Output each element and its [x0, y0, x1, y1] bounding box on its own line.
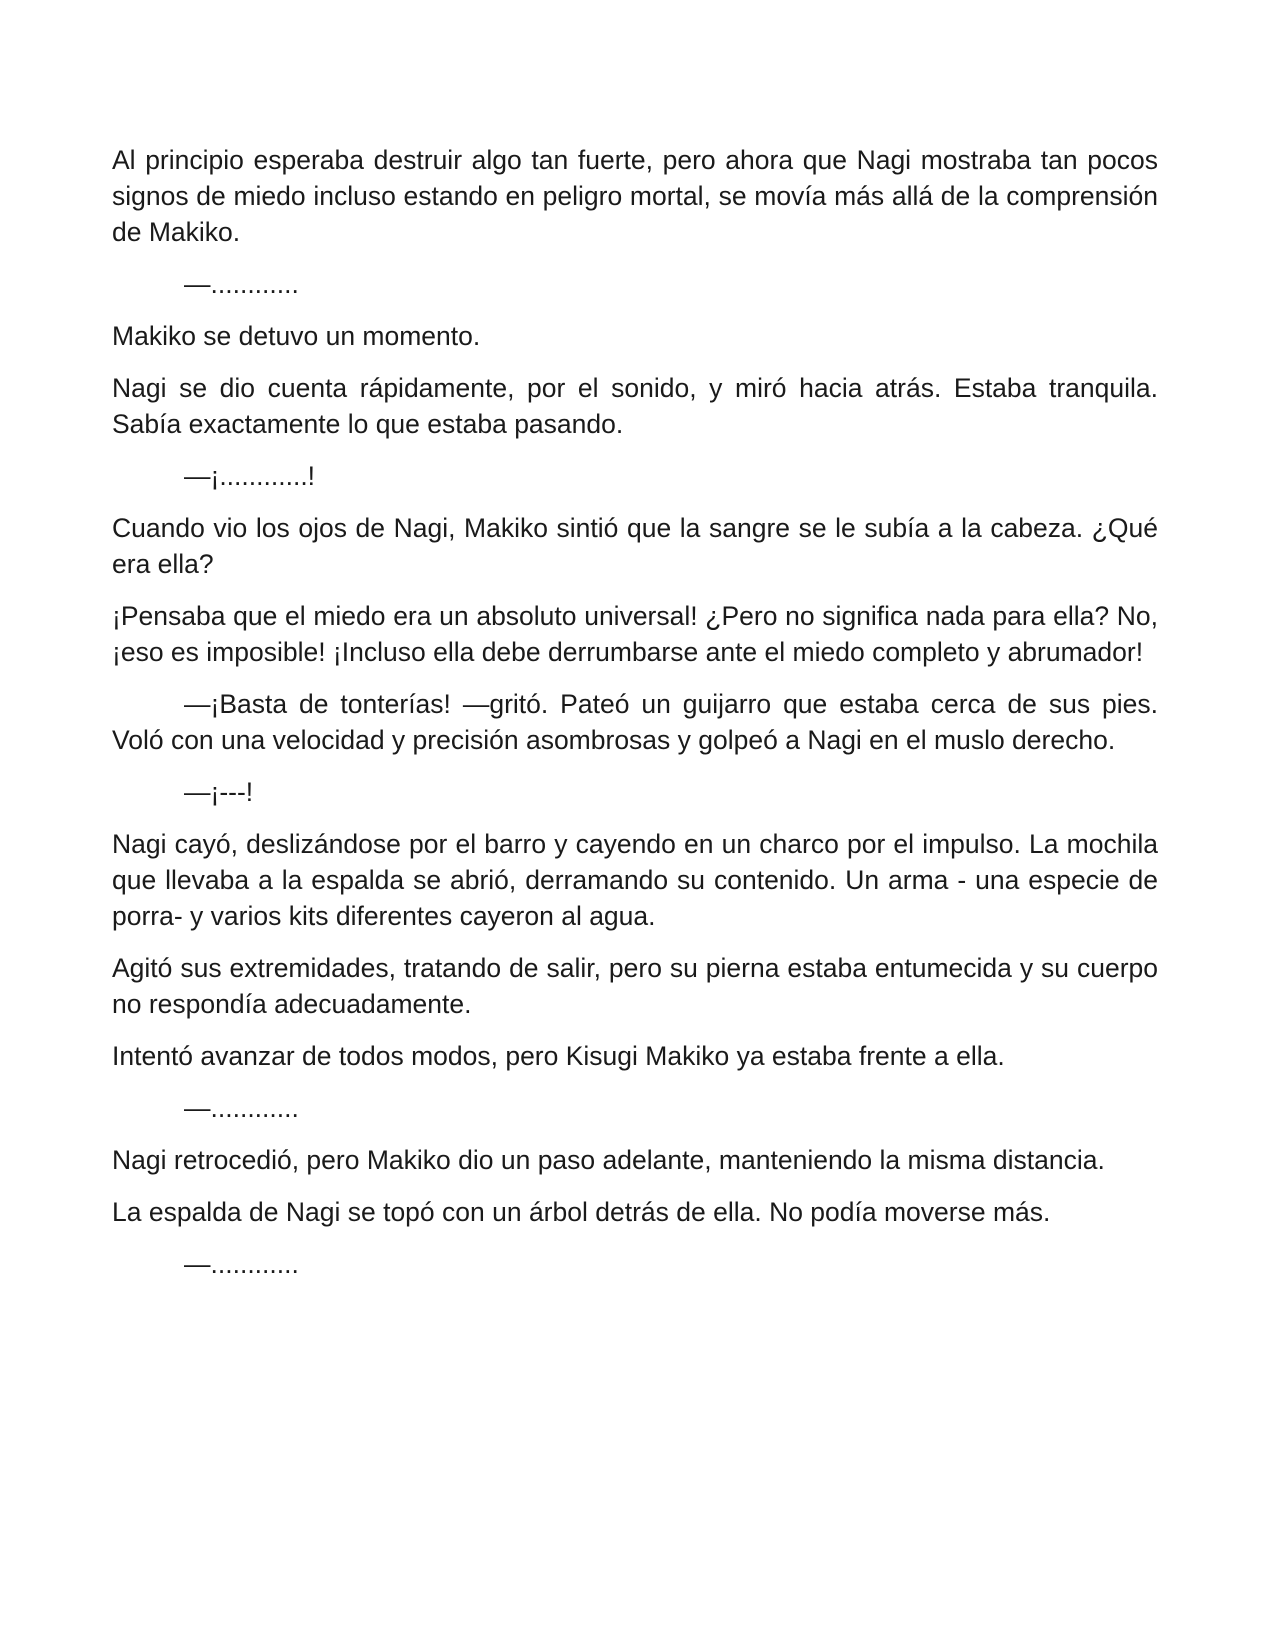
- paragraph-7: ¡Pensaba que el miedo era un absoluto universal! ¿Pero no significa nada para ella? No, ¡eso es imposible! ¡Incluso ella debe derrumbarse ante el miedo completo y abrumador!: [112, 601, 1158, 667]
- paragraph-15: La espalda de Nagi se topó con un árbol detrás de ella. No podía moverse más.: [112, 1197, 1051, 1227]
- dialogue-exclamation-2: —¡---!: [184, 777, 254, 807]
- dialogue-exclamation-1: —¡............!: [184, 461, 316, 491]
- paragraph-1: Al principio esperaba destruir algo tan fuerte, pero ahora que Nagi mostraba tan pocos signos de miedo incluso estando en peligro mortal, se movía más allá de la comprensión de Makiko.: [112, 145, 1158, 247]
- paragraph-10: Nagi cayó, deslizándose por el barro y cayendo en un charco por el impulso. La mochila que llevaba a la espalda se abrió, derramando su contenido. Un arma - una especie de porra- y varios kits diferentes cayeron al agua.: [112, 829, 1158, 931]
- paragraph-12: Intentó avanzar de todos modos, pero Kisugi Makiko ya estaba frente a ella.: [112, 1041, 1005, 1071]
- paragraph-11: Agitó sus extremidades, tratando de salir, pero su pierna estaba entumecida y su cuerpo no respondía adecuadamente.: [112, 953, 1158, 1019]
- dialogue-ellipsis-1: —............: [184, 269, 299, 299]
- paragraph-3: Makiko se detuvo un momento.: [112, 321, 481, 351]
- dialogue-ellipsis-2: —............: [184, 1093, 299, 1123]
- dialogue-basta: —¡Basta de tonterías! —gritó. Pateó un guijarro que estaba cerca de sus pies. Voló con una velocidad y precisión asombrosas y golpeó a Nagi en el muslo derecho.: [112, 689, 1158, 755]
- paragraph-4: Nagi se dio cuenta rápidamente, por el sonido, y miró hacia atrás. Estaba tranquila. Sabía exactamente lo que estaba pasando.: [112, 373, 1158, 439]
- paragraph-6: Cuando vio los ojos de Nagi, Makiko sintió que la sangre se le subía a la cabeza. ¿Qué era ella?: [112, 513, 1158, 579]
- dialogue-ellipsis-3: —............: [184, 1249, 299, 1279]
- paragraph-14: Nagi retrocedió, pero Makiko dio un paso adelante, manteniendo la misma distancia.: [112, 1145, 1105, 1175]
- document-page: [112, 142, 1158, 1298]
